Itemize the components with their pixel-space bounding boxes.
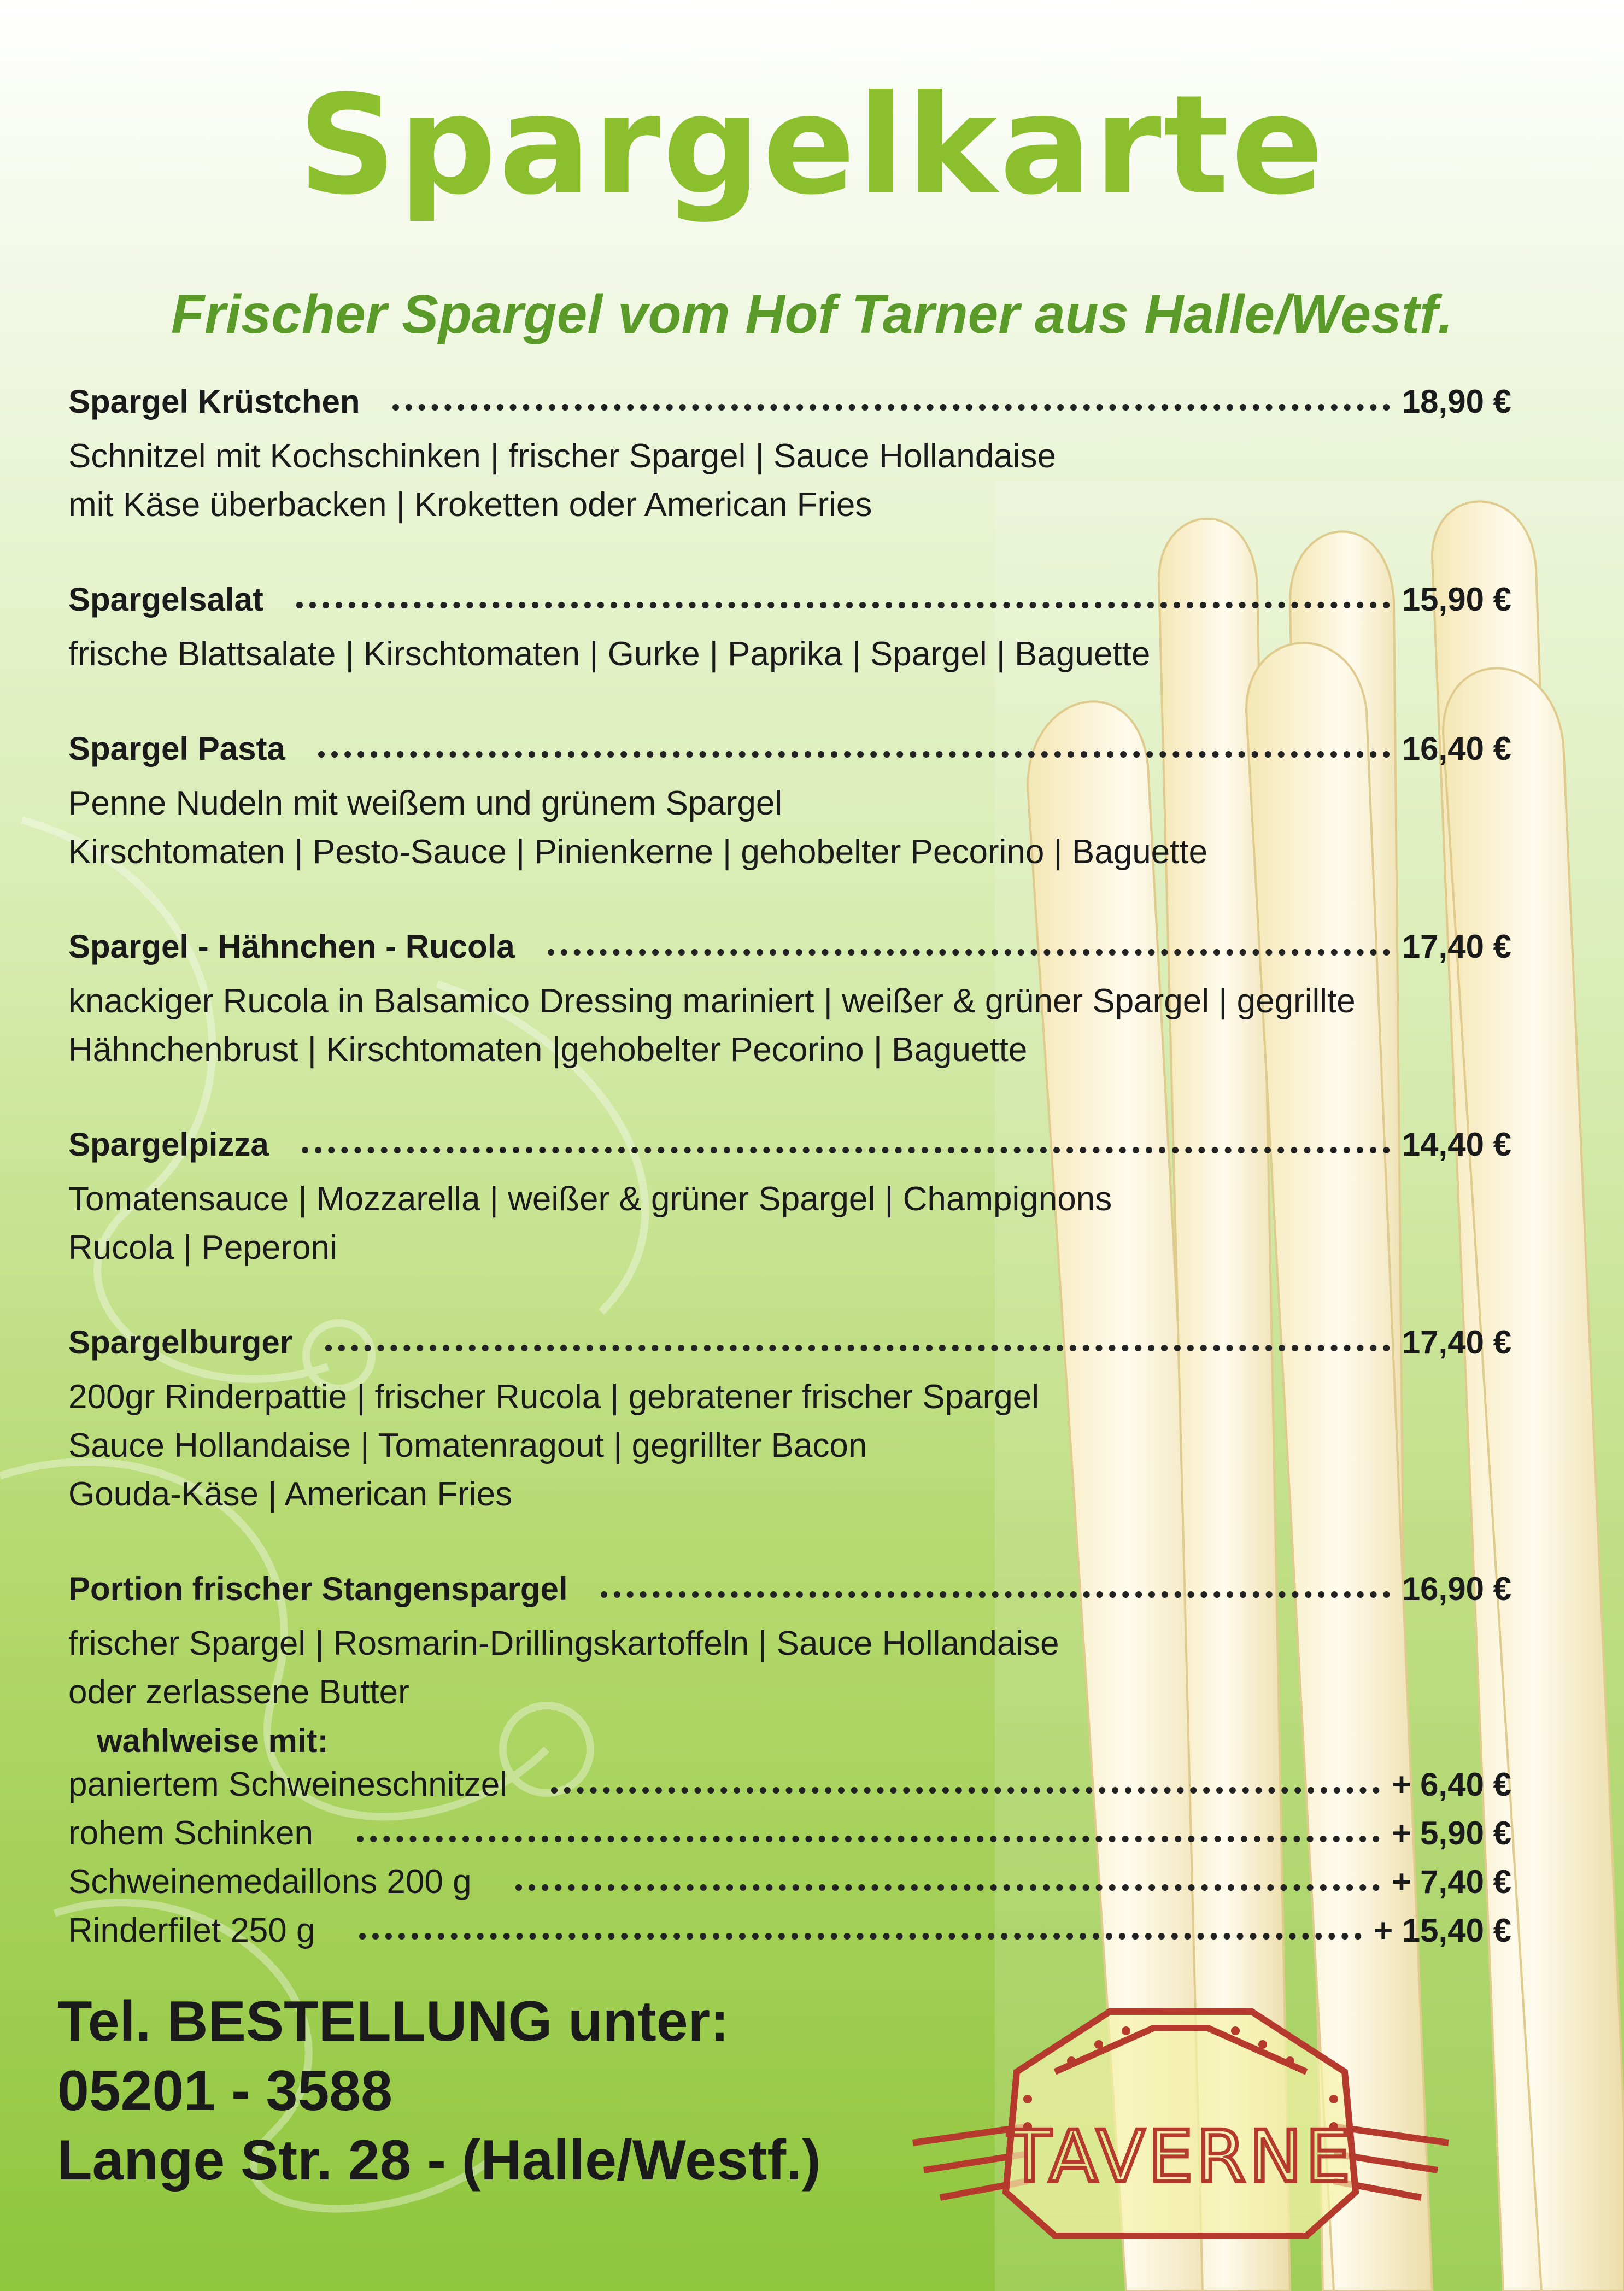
item-name: Spargelpizza xyxy=(68,1126,269,1163)
option-price: + 5,90 € xyxy=(1392,1815,1511,1851)
options-title: wahlweise mit: xyxy=(97,1722,329,1759)
leader-dots xyxy=(302,1147,1390,1153)
option-name: Rinderfilet 250 g xyxy=(68,1912,315,1949)
item-description: knackiger Rucola in Balsamico Dressing mariniert | weißer & grüner Spargel | gegrillte xyxy=(68,982,1356,1020)
option-name: rohem Schinken xyxy=(68,1814,314,1852)
menu-item xyxy=(68,1570,1511,1960)
option-row xyxy=(68,1862,1511,1911)
phone-number: 05201 - 3588 xyxy=(57,2059,392,2123)
option-row xyxy=(68,1814,1511,1862)
item-description: oder zerlassene Butter xyxy=(68,1673,409,1711)
item-price: 16,90 € xyxy=(1402,1571,1511,1607)
item-description: Rucola | Peperoni xyxy=(68,1229,337,1267)
item-description: frischer Spargel | Rosmarin-Drillingskartoffeln | Sauce Hollandaise xyxy=(68,1625,1059,1662)
item-name: Spargelsalat xyxy=(68,581,263,618)
option-price: + 6,40 € xyxy=(1392,1766,1511,1803)
item-description: Tomatensauce | Mozzarella | weißer & grüner Spargel | Champignons xyxy=(68,1180,1112,1218)
leader-dots xyxy=(318,751,1390,758)
item-price: 16,40 € xyxy=(1402,730,1511,767)
order-heading: Tel. BESTELLUNG unter: xyxy=(57,1990,729,2053)
item-name: Spargel Pasta xyxy=(68,730,285,767)
leader-dots xyxy=(359,1933,1362,1940)
item-description: mit Käse überbacken | Kroketten oder American Fries xyxy=(68,486,872,524)
item-name: Spargel Krüstchen xyxy=(68,383,360,420)
leader-dots xyxy=(357,1836,1380,1842)
leader-dots xyxy=(548,949,1390,956)
item-name: Spargel - Hähnchen - Rucola xyxy=(68,928,515,965)
option-name: Schweinemedaillons 200 g xyxy=(68,1863,472,1901)
menu-list xyxy=(68,383,1511,1960)
item-name: Portion frischer Stangenspargel xyxy=(68,1571,568,1607)
item-description: Sauce Hollandaise | Tomatenragout | gegrillter Bacon xyxy=(68,1427,867,1464)
page-subtitle: Frischer Spargel vom Hof Tarner aus Halle/Westf. xyxy=(171,284,1453,345)
contact-block xyxy=(57,1987,821,2195)
item-price: 15,90 € xyxy=(1402,581,1511,618)
item-price: 18,90 € xyxy=(1402,383,1511,420)
item-description: frische Blattsalate | Kirschtomaten | Gurke | Paprika | Spargel | Baguette xyxy=(68,635,1151,673)
option-row xyxy=(68,1911,1511,1960)
item-description: Schnitzel mit Kochschinken | frischer Spargel | Sauce Hollandaise xyxy=(68,437,1056,475)
item-description: Kirschtomaten | Pesto-Sauce | Pinienkerne | gehobelter Pecorino | Baguette xyxy=(68,833,1208,871)
item-description: Hähnchenbrust | Kirschtomaten |gehobelter Pecorino | Baguette xyxy=(68,1031,1028,1069)
menu-item xyxy=(68,730,1511,876)
leader-dots xyxy=(392,404,1390,411)
menu-item xyxy=(68,1126,1511,1272)
menu-item xyxy=(68,581,1511,678)
item-description: 200gr Rinderpattie | frischer Rucola | gebratener frischer Spargel xyxy=(68,1378,1039,1416)
taverne-logo xyxy=(891,1962,1470,2247)
item-price: 17,40 € xyxy=(1402,1324,1511,1361)
option-price: + 15,40 € xyxy=(1374,1912,1511,1949)
item-name: Spargelburger xyxy=(68,1324,293,1361)
leader-dots xyxy=(601,1591,1390,1598)
option-name: paniertem Schweineschnitzel xyxy=(68,1766,507,1803)
menu-item xyxy=(68,383,1511,529)
leader-dots xyxy=(515,1884,1380,1891)
page-title: Spargelkarte xyxy=(298,66,1326,225)
option-row xyxy=(68,1765,1511,1814)
item-description: Penne Nudeln mit weißem und grünem Spargel xyxy=(68,784,783,822)
option-price: + 7,40 € xyxy=(1392,1864,1511,1900)
leader-dots xyxy=(325,1345,1390,1351)
item-price: 17,40 € xyxy=(1402,928,1511,965)
logo-text: TAVERNE xyxy=(1007,2115,1354,2198)
leader-dots xyxy=(296,602,1390,608)
menu-item xyxy=(68,928,1511,1074)
leader-dots xyxy=(551,1787,1380,1794)
item-price: 14,40 € xyxy=(1402,1126,1511,1163)
address: Lange Str. 28 - (Halle/Westf.) xyxy=(57,2129,821,2192)
menu-item xyxy=(68,1323,1511,1519)
item-description: Gouda-Käse | American Fries xyxy=(68,1475,513,1513)
